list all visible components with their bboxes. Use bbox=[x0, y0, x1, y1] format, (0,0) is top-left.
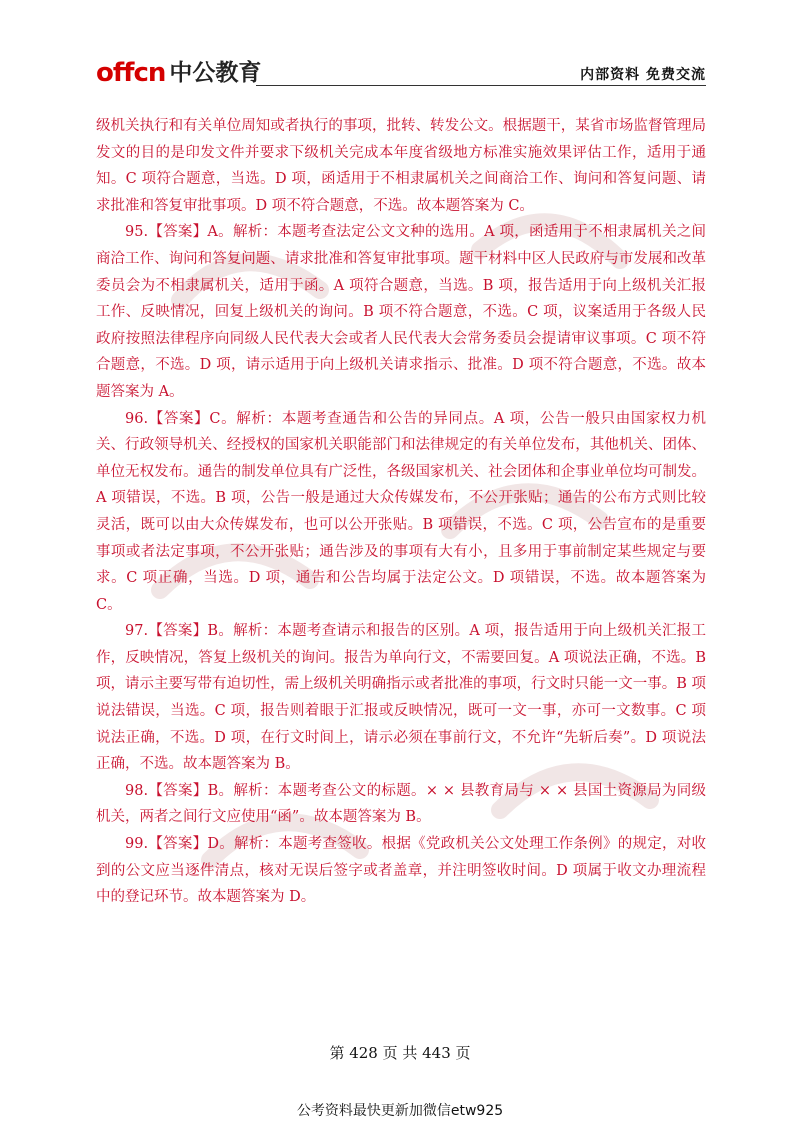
answer-95: 95.【答案】A。解析：本题考查法定公文文种的选用。A 项，函适用于不相隶属机关之间商洽工作、询问和答复问题、请求批准和答复审批事项。题干材料中区人民政府与市发展和改革委员会为不相隶属机关，适用于函。A 项符合题意，当选。B 项，报告适用于向上级机关汇报工作、反映情况，回复上级机关的询问。B 项不符合题意，不选。C 项，议案适用于各级人民政府按照法律程序向同级人民代表大会或者人民代表大会常务委员会提请审议事项。C 项不符合题意，不选。D 项，请示适用于向上级机关请求指示、批准。D 项不符合题意，不选。故本题答案为 A。 bbox=[96, 224, 706, 400]
logo-chinese: 中公教育 bbox=[169, 60, 262, 86]
answer-96: 96.【答案】C。解析：本题考查通告和公告的异同点。A 项，公告一般只由国家权力机关、行政领导机关、经授权的国家机关职能部门和法律规定的有关单位发布，其他机关、团体、单位无权发布。通告的制发单位具有广泛性，各级国家机关、社会团体和企事业单位均可制发。A 项错误，不选。B 项，公告一般是通过大众传媒发布，不公开张贴；通告的公布方式则比较灵活，既可以由大众传媒发布，也可以公开张贴。B 项错误，不选。C 项，公告宣布的是重要事项或者法定事项，不公开张贴；通告涉及的事项有大有小，且多用于事前制定某些规定与要求。C 项正确，当选。D 项，通告和公告均属于法定公文。D 项错误，不选。故本题答案为 C。 bbox=[96, 410, 706, 613]
answer-99: 99.【答案】D。解析：本题考查签收。根据《党政机关公文处理工作条例》的规定，对收到的公文应当逐件清点，核对无误后签字或者盖章，并注明签收时间。D 项属于收文办理流程中的登记环节。故本题答案为 D。 bbox=[96, 836, 706, 906]
page-header bbox=[96, 58, 706, 88]
header-rule bbox=[256, 85, 706, 86]
header-note: 内部资料 免费交流 bbox=[580, 67, 706, 83]
answer-content bbox=[96, 113, 706, 911]
answer-98: 98.【答案】B。解析：本题考查公文的标题。× × 县教育局与 × × 县国土资源局为同级机关，两者之间行文应使用“函”。故本题答案为 B。 bbox=[96, 782, 706, 826]
offcn-logo bbox=[96, 58, 261, 86]
paragraph-continued: 级机关执行和有关单位周知或者执行的事项，批转、转发公文。根据题干，某省市场监督管理局发文的目的是印发文件并要求下级机关完成本年度省级地方标准实施效果评估工作，适用于通知。C 项符合题意，当选。D 项，函适用于不相隶属机关之间商洽工作、询问和答复问题、请求批准和答复审批事项。D 项不符合题意，不选。故本题答案为 C。 bbox=[96, 118, 706, 214]
page-number: 第 428 页 共 443 页 bbox=[329, 1044, 471, 1062]
footer-note: 公考资料最快更新加微信etw925 bbox=[296, 1103, 504, 1119]
logo-latin: offcn bbox=[96, 58, 166, 88]
answer-97: 97.【答案】B。解析：本题考查请示和报告的区别。A 项，报告适用于向上级机关汇报工作，反映情况，答复上级机关的询问。报告为单向行文，不需要回复。A 项说法正确，不选。B 项，请示主要写带有迫切性，需上级机关明确指示或者批准的事项，行文时只能一文一事。B 项说法错误，当选。C 项，报告则着眼于汇报或反映情况，既可一文一事，亦可一文数事。C 项说法正确，不选。D 项，在行文时间上，请示必须在事前行文，不允许“先斩后奏”。D 项说法正确，不选。故本题答案为 B。 bbox=[96, 623, 706, 773]
